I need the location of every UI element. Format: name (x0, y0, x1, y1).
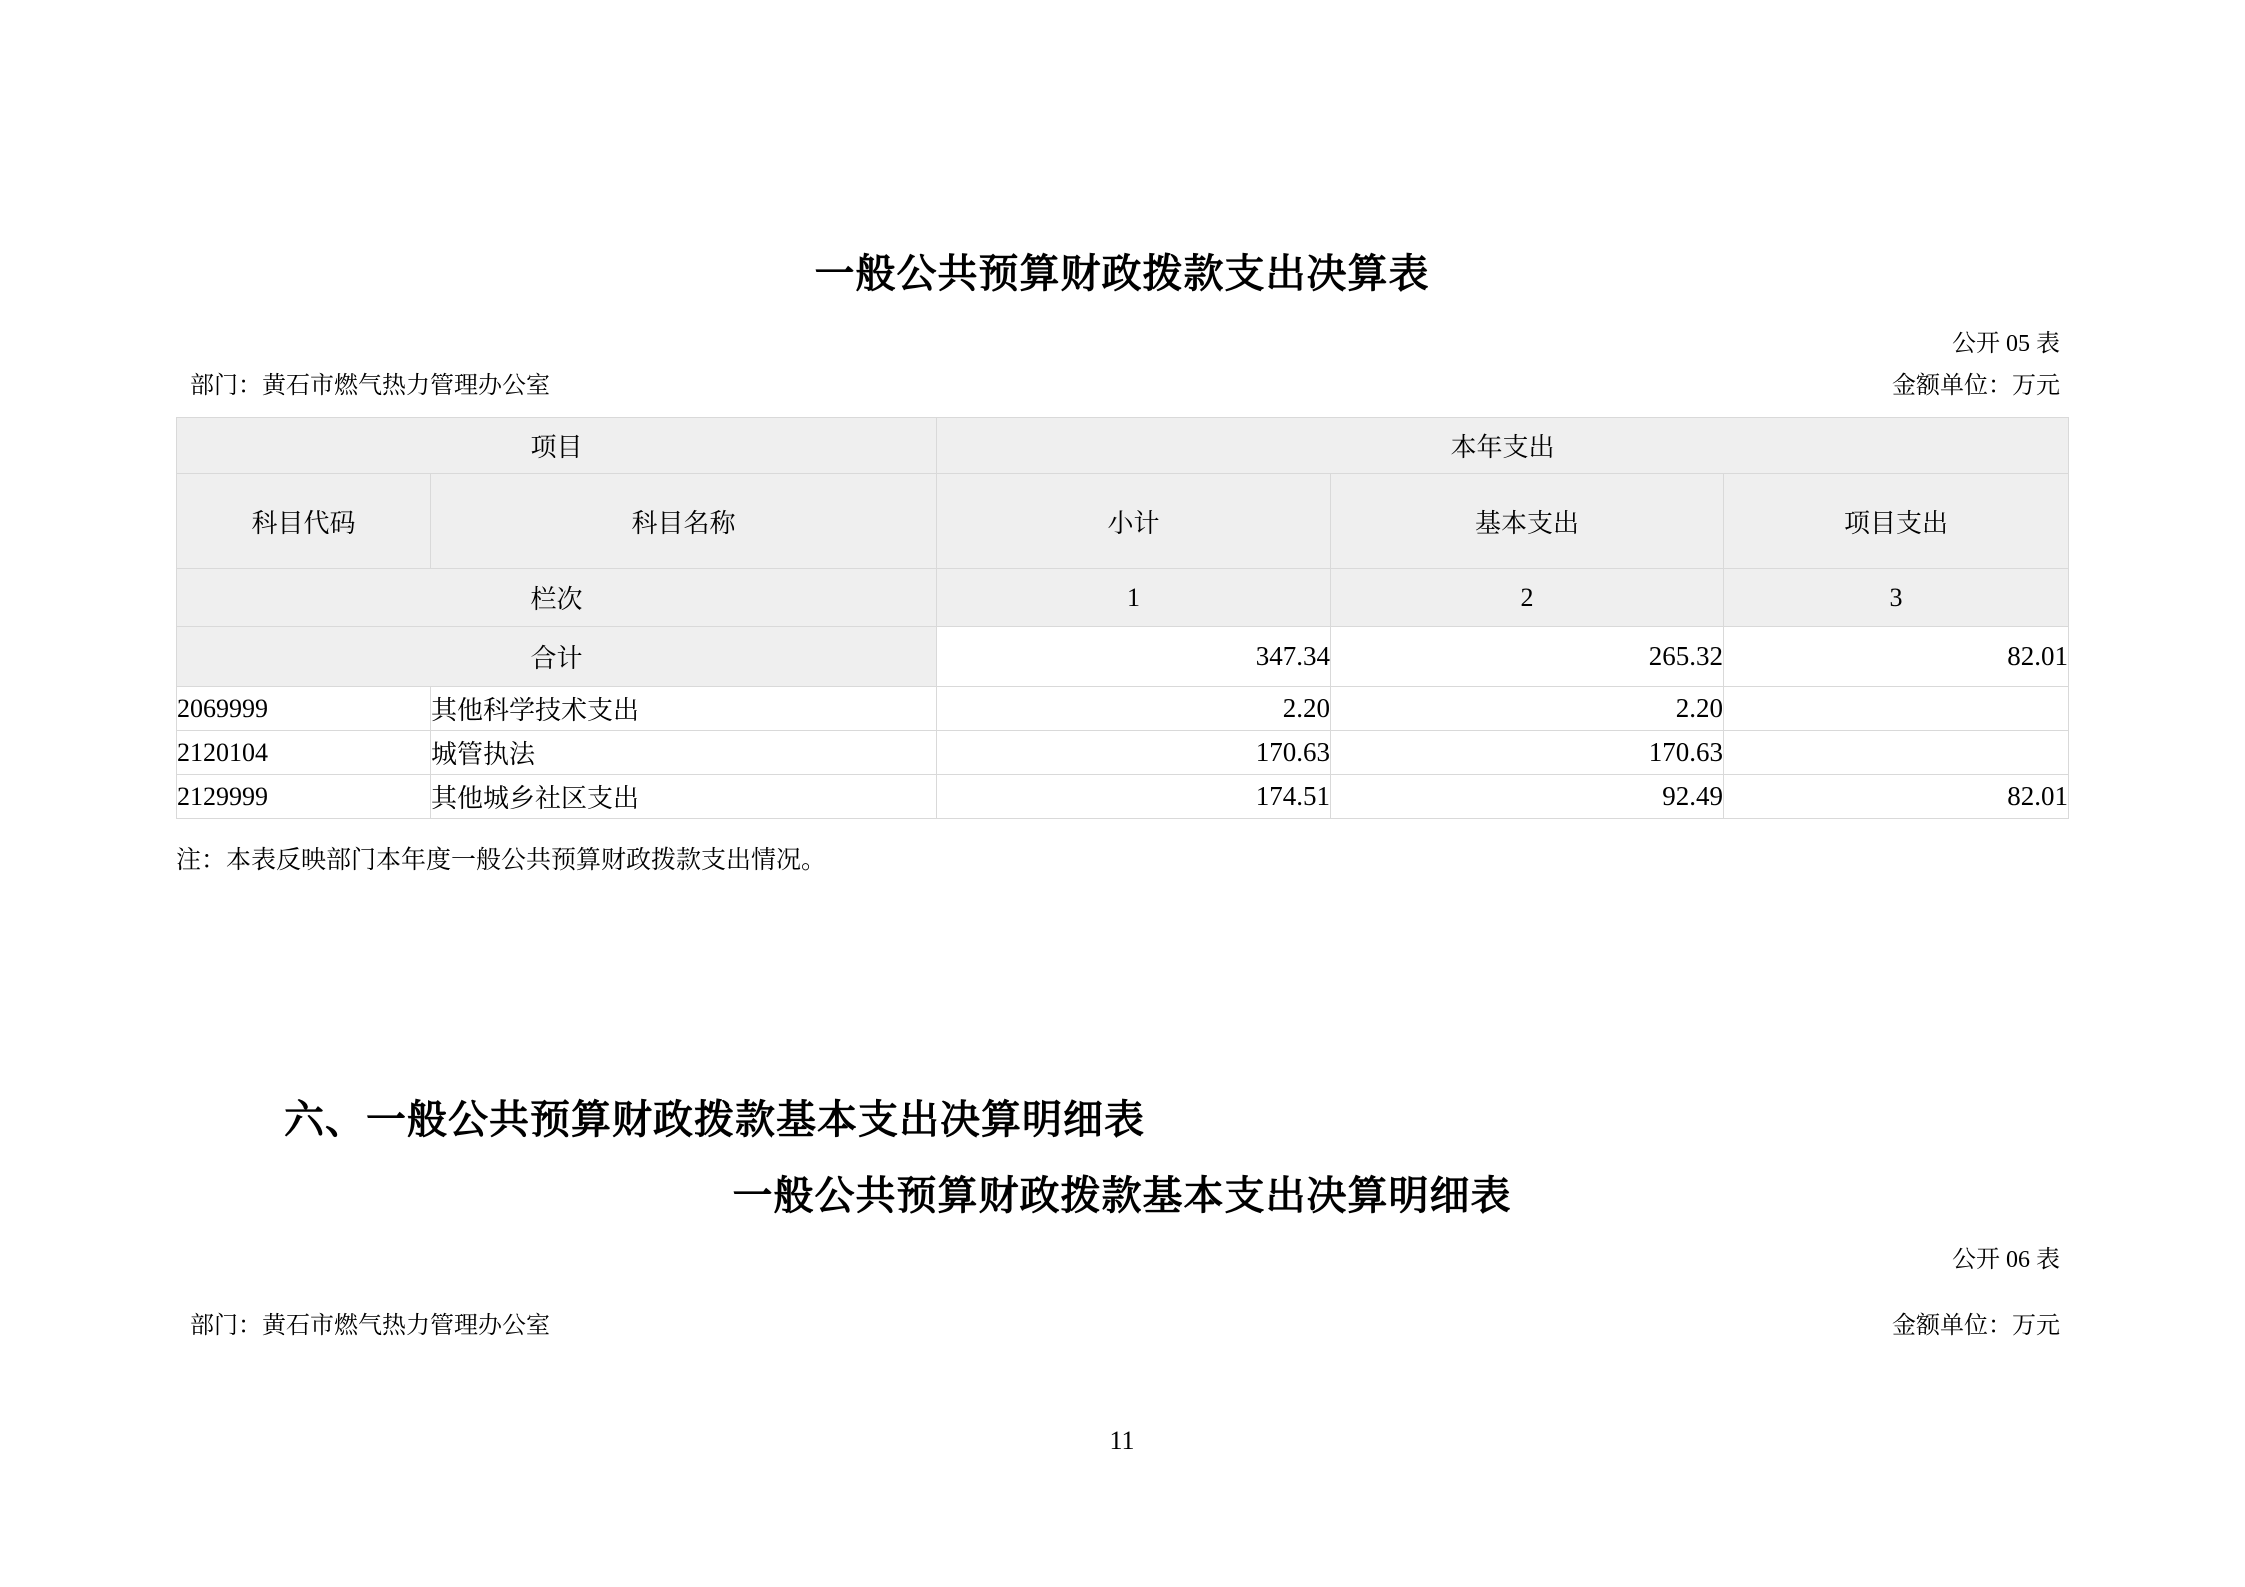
header-subtotal: 小计 (937, 474, 1331, 569)
column-index-1: 1 (937, 569, 1331, 627)
header-project-group: 项目 (177, 418, 937, 474)
table1-public-label: 公开 05 表 (1952, 331, 2060, 357)
table-total-row (177, 627, 2069, 687)
table2-title: 一般公共预算财政拨款基本支出决算明细表 (732, 1174, 1512, 1218)
section6-heading: 六、一般公共预算财政拨款基本支出决算明细表 (284, 1098, 1145, 1142)
row-basic: 170.63 (1331, 731, 1724, 775)
row-subtotal: 170.63 (937, 731, 1331, 775)
row-project (1724, 687, 2069, 731)
table1-note: 注：本表反映部门本年度一般公共预算财政拨款支出情况。 (176, 847, 827, 874)
table2-unit: 金额单位：万元 (1892, 1313, 2060, 1339)
table-group-header-row (177, 418, 2069, 474)
row-subtotal: 174.51 (937, 775, 1331, 819)
expenditure-table (176, 417, 2069, 819)
column-index-3: 3 (1724, 569, 2069, 627)
header-basic-expenditure: 基本支出 (1331, 474, 1724, 569)
page-number: 11 (1109, 1426, 1135, 1455)
row-code: 2120104 (177, 731, 431, 775)
column-index-label: 栏次 (177, 569, 937, 627)
header-subject-name: 科目名称 (431, 474, 937, 569)
table-row (177, 687, 2069, 731)
table-row (177, 731, 2069, 775)
row-name: 城管执法 (431, 731, 937, 775)
row-subtotal: 2.20 (937, 687, 1331, 731)
table2-meta-row (176, 1310, 2068, 1342)
header-subject-code: 科目代码 (177, 474, 431, 569)
table2-public-label: 公开 06 表 (1952, 1247, 2060, 1273)
table-row (177, 775, 2069, 819)
row-basic: 2.20 (1331, 687, 1724, 731)
row-code: 2069999 (177, 687, 431, 731)
table2-department: 部门：黄石市燃气热力管理办公室 (190, 1313, 550, 1339)
column-index-2: 2 (1331, 569, 1724, 627)
total-project: 82.01 (1724, 627, 2069, 687)
row-name: 其他城乡社区支出 (431, 775, 937, 819)
table1-department: 部门：黄石市燃气热力管理办公室 (190, 373, 550, 399)
total-label: 合计 (177, 627, 937, 687)
row-name: 其他科学技术支出 (431, 687, 937, 731)
header-current-year-group: 本年支出 (937, 418, 2069, 474)
row-code: 2129999 (177, 775, 431, 819)
table-column-header-row (177, 474, 2069, 569)
table1-title: 一般公共预算财政拨款支出决算表 (814, 252, 1430, 296)
total-subtotal: 347.34 (937, 627, 1331, 687)
table1-unit: 金额单位：万元 (1892, 373, 2060, 399)
total-basic: 265.32 (1331, 627, 1724, 687)
header-project-expenditure: 项目支出 (1724, 474, 2069, 569)
row-project: 82.01 (1724, 775, 2069, 819)
row-project (1724, 731, 2069, 775)
table-column-index-row (177, 569, 2069, 627)
row-basic: 92.49 (1331, 775, 1724, 819)
table1-meta-row (176, 370, 2068, 402)
